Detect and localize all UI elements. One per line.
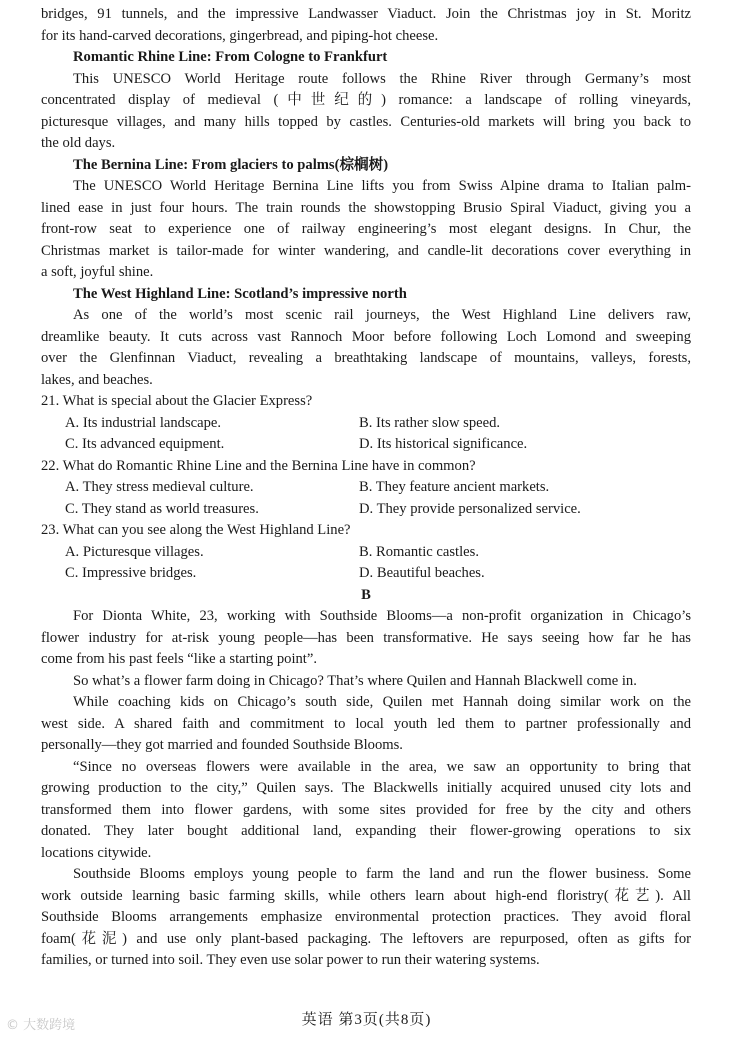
text-line: for its hand-carved decorations, gingerbread, and piping-hot cheese.	[41, 27, 439, 44]
text-line: picturesque villages, and many hills topped by castles. Centuries-old markets will bring you back to	[41, 113, 691, 130]
text-line: west side. A shared faith and commitment to local youth led them to partner professionally and	[41, 715, 691, 732]
text-line: flower industry for at-risk young people—has been transformative. He says seeing how far he has	[41, 629, 691, 646]
text-line: bridges, 91 tunnels, and the impressive Landwasser Viaduct. Join the Christmas joy in St. Moritz	[41, 6, 691, 22]
passage-a	[41, 4, 691, 391]
text-line: As one of the world’s most scenic rail journeys, the West Highland Line delivers raw,	[73, 307, 691, 323]
page-footer: 英语 第3页(共8页)	[301, 1012, 432, 1028]
answer-option: A. Its industrial landscape.	[65, 414, 222, 431]
text-line: Southside Blooms employs young people to farm the land and run the flower business. Some	[73, 866, 691, 882]
section-heading: The Bernina Line: From glaciers to palms(棕榈树)	[73, 156, 389, 173]
answer-option: C. Its advanced equipment.	[65, 436, 225, 452]
page-content	[41, 4, 691, 972]
option-row	[41, 499, 691, 521]
text-line: foam(花泥) and use only plant-based packaging. The leftovers are repurposed, often as gifts for	[41, 930, 691, 947]
text-line: families, or turned into soil. They even use solar power to run their watering systems.	[41, 952, 540, 968]
text-line: While coaching kids on Chicago’s south side, Quilen met Hannah doing similar work on the	[73, 694, 691, 710]
answer-option: C. Impressive bridges.	[65, 565, 197, 581]
option-row	[41, 434, 691, 456]
text-line: For Dionta White, 23, working with Southside Blooms—a non-profit organization in Chicago’s	[73, 608, 691, 624]
text-line: locations citywide.	[41, 844, 152, 861]
text-line: over the Glenfinnan Viaduct, revealing a breathtaking landscape of mountains, valleys, forests,	[41, 350, 691, 366]
text-line: The UNESCO World Heritage Bernina Line lifts you from Swiss Alpine drama to Italian palm-	[73, 178, 691, 194]
text-line: lakes, and beaches.	[41, 371, 153, 388]
text-line: transformed them into flower gardens, with some sites provided for free by the city and others	[41, 801, 691, 818]
answer-option: D. Its historical significance.	[359, 436, 528, 452]
option-row	[41, 413, 691, 435]
section-heading: Romantic Rhine Line: From Cologne to Frankfurt	[73, 49, 388, 65]
text-line: Christmas market is tailor-made for winter wandering, and candle-lit decorations cover everything in	[41, 242, 691, 259]
answer-option: D. They provide personalized service.	[359, 500, 581, 517]
text-line: concentrated display of medieval (中世纪的) romance: a landscape of rolling vineyards,	[41, 92, 691, 108]
answer-option: B. Its rather slow speed.	[359, 414, 501, 431]
text-line: growing production to the city,” Quilen says. The Blackwells initially acquired unused city lots and	[41, 780, 691, 796]
answer-option: C. They stand as world treasures.	[65, 500, 259, 517]
text-line: come from his past feels “like a starting point”.	[41, 651, 317, 667]
option-row	[41, 542, 691, 564]
answer-option: D. Beautiful beaches.	[359, 565, 485, 581]
text-line: Southside Blooms arrangements emphasize environmental protection practices. They avoid floral	[41, 909, 691, 925]
question-stem: 21. What is special about the Glacier Express?	[41, 393, 313, 409]
text-line: the old days.	[41, 135, 116, 151]
question-list	[41, 391, 691, 585]
text-line: work outside learning basic farming skills, while others learn about high-end floristry(花艺). All	[41, 887, 691, 904]
watermark: © 大数跨境	[6, 1018, 76, 1033]
question-stem: 22. What do Romantic Rhine Line and the Bernina Line have in common?	[41, 457, 476, 474]
text-line: a soft, joyful shine.	[41, 264, 154, 280]
section-heading: The West Highland Line: Scotland’s impressive north	[73, 285, 407, 302]
text-line: personally—they got married and founded Southside Blooms.	[41, 737, 403, 753]
text-line: So what’s a flower farm doing in Chicago? That’s where Quilen and Hannah Blackwell come in.	[73, 672, 637, 689]
question-stem: 23. What can you see along the West Highland Line?	[41, 522, 351, 538]
option-row	[41, 563, 691, 585]
option-row	[41, 477, 691, 499]
answer-option: B. They feature ancient markets.	[359, 479, 550, 495]
answer-option: A. They stress medieval culture.	[65, 479, 254, 495]
text-line: donated. They later bought additional land, expanding their flower-growing operations to six	[41, 823, 691, 839]
answer-option: A. Picturesque villages.	[65, 543, 204, 560]
answer-option: B. Romantic castles.	[359, 543, 479, 560]
section-b-heading: B	[361, 586, 371, 603]
text-line: front-row seat to experience one of railway engineering’s most elegant designs. In Chur, the	[41, 221, 691, 237]
passage-b	[41, 606, 691, 972]
text-line: dreamlike beauty. It cuts across vast Rannoch Moor before following Loch Lomond and sweeping	[41, 328, 691, 345]
text-line: lined ease in just four hours. The train rounds the showstopping Brusio Spiral Viaduct, giving you a	[41, 199, 691, 216]
text-line: “Since no overseas flowers were available in the area, we saw an opportunity to bring that	[73, 758, 691, 775]
text-line: This UNESCO World Heritage route follows the Rhine River through Germany’s most	[73, 70, 691, 87]
